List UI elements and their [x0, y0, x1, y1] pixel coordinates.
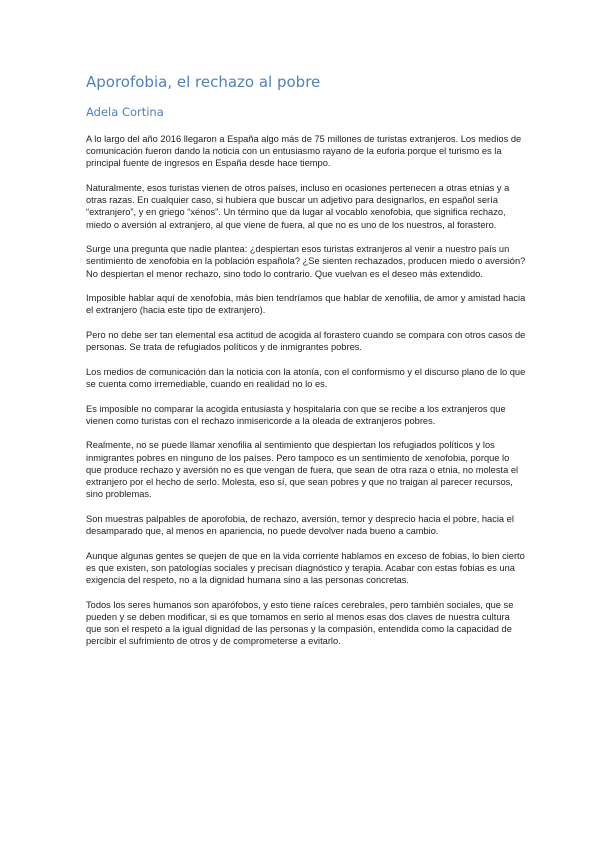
document-title: Aporofobia, el rechazo al pobre — [86, 73, 321, 91]
paragraph: Realmente, no se puede llamar xenofilia al sentimiento que despiertan los refugiados políticos y los inmigrantes pobres en ninguno de los países. Pero tampoco es un sentimiento de xenofobia, porque lo que produce rechazo y aversión no es que vengan de fuera, que sean de otra raza o etnia, no molesta el extranjero por el hecho de serlo. Molesta, eso sí, que sean pobres y que no traigan al parecer recursos, sino problemas. — [86, 440, 519, 500]
document-author: Adela Cortina — [86, 105, 164, 119]
paragraph: Es imposible no comparar la acogida entusiasta y hospitalaria con que se recibe a los extranjeros que vienen como turistas con el rechazo inmisericorde a la oleada de extranjeros pobres. — [86, 403, 506, 426]
paragraph: Aunque algunas gentes se quejen de que en la vida corriente hablamos en exceso de fobias, lo bien cierto es que existen, son patologías sociales y precisan diagnóstico y terapia. Acabar con estas fobias es una exigencia del respeto, no a la dignidad humana sino a las personas concretas. — [86, 550, 525, 585]
paragraph: Naturalmente, esos turistas vienen de otros países, incluso en ocasiones pertenecen a otras etnias y a otras razas. En cualquier caso, si hubiera que buscar un adjetivo para designarlos, en español sería “extranjero”, y en griego “xénos”. Un término que da lugar al vocablo xenofobia, que significa rechazo, miedo o aversión al extranjero, al que viene de fuera, al que no es uno de los nuestros, al forastero. — [86, 183, 510, 230]
paragraph: Los medios de comunicación dan la noticia con la atonía, con el conformismo y el discurso plano de lo que se cuenta como irremediable, cuando en realidad no lo es. — [86, 366, 526, 389]
paragraph: Pero no debe ser tan elemental esa actitud de acogida al forastero cuando se compara con otros casos de personas. Se trata de refugiados políticos y de inmigrantes pobres. — [86, 330, 526, 353]
paragraph: Imposible hablar aquí de xenofobia, más bien tendríamos que hablar de xenofilia, de amor y amistad hacia el extranjero (hacia este tipo de extranjero). — [86, 293, 526, 316]
paragraph: Todos los seres humanos son aparófobos, y esto tiene raíces cerebrales, pero también sociales, que se pueden y se deben modificar, si es que tomamos en serio al menos esas dos claves de nuestra cultura que son el respeto a la igual dignidad de las personas y la compasión, entendida como la capacidad de percibir el sufrimiento de otros y de comprometerse a evitarlo. — [86, 599, 514, 647]
paragraph: Surge una pregunta que nadie plantea: ¿despiertan esos turistas extranjeros al venir a nuestro país un sentimiento de xenofobia en la población española? ¿Se sienten rechazados, producen miedo o aversión? No despiertan el menor rechazo, sino todo lo contrario. Que vuelvan es el deseo más extendido. — [86, 244, 526, 279]
paragraph: Son muestras palpables de aporofobia, de rechazo, aversión, temor y desprecio hacia el pobre, hacia el desamparado que, al menos en apariencia, no puede devolver nada bueno a cambio. — [86, 513, 514, 536]
paragraph: A lo largo del año 2016 llegaron a España algo más de 75 millones de turistas extranjeros. Los medios de comunicación fueron dando la noticia con un entusiasmo rayano de la euforia porque el turismo es la principal fuente de ingresos en España desde hace tiempo. — [86, 134, 522, 169]
document-body — [86, 133, 526, 660]
